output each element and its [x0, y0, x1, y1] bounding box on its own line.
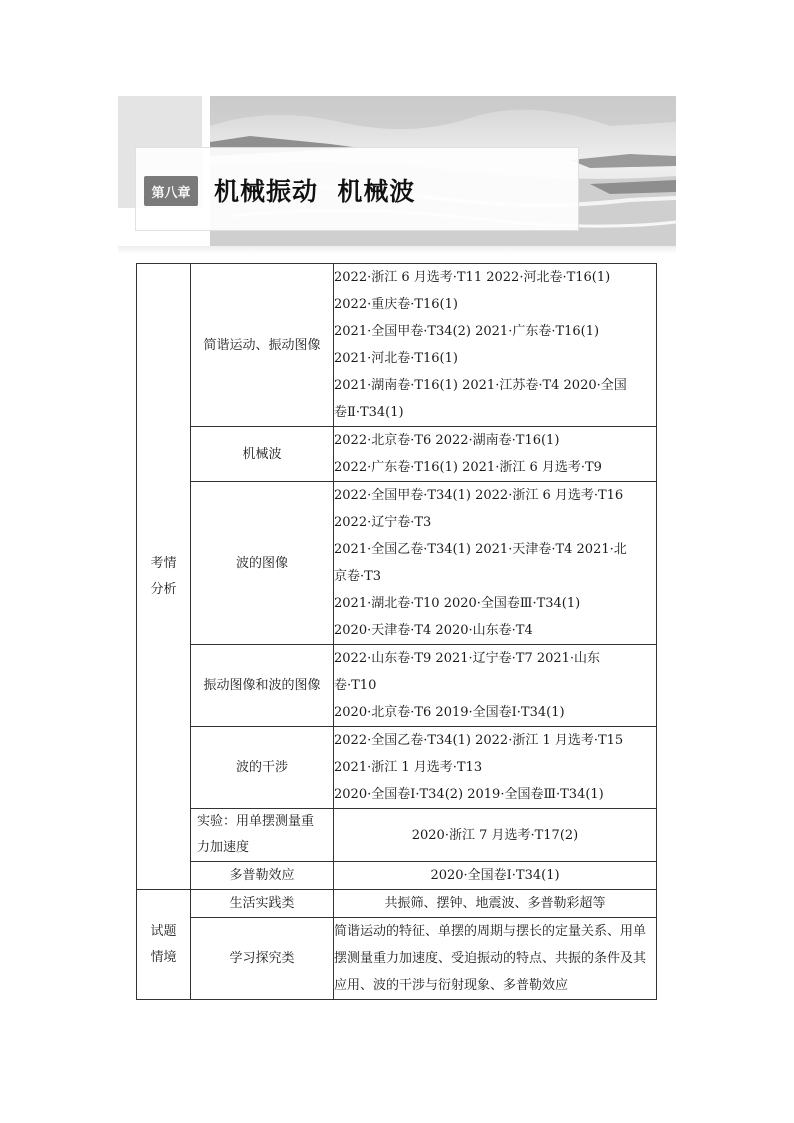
reference-line: 2020·浙江 7 月选考·T17(2)	[411, 827, 579, 843]
banner-shadow	[118, 246, 676, 254]
reference-line: 2021·浙江 1 月选考·T13	[334, 760, 483, 775]
reference-line: 2022·辽宁卷·T3	[334, 515, 432, 530]
reference-line: 2021·河北卷·T16(1)	[334, 351, 458, 366]
references-cell	[334, 427, 657, 482]
references-cell	[334, 862, 657, 890]
references-cell	[334, 727, 657, 809]
reference-line: 2022·广东卷·T16(1) 2021·浙江 6 月选考·T9	[334, 460, 602, 475]
topic-cell: 波的图像	[191, 482, 334, 645]
reference-line: 2021·全国甲卷·T34(2) 2021·广东卷·T16(1)	[334, 324, 600, 339]
references-cell	[334, 809, 657, 862]
table-row	[137, 727, 657, 809]
reference-line: 2020·全国卷Ⅰ·T34(1)	[430, 868, 560, 883]
reference-line: 2022·全国甲卷·T34(1) 2022·浙江 6 月选考·T16	[334, 488, 624, 503]
table-row	[137, 809, 657, 862]
topic-cell: 多普勒效应	[191, 862, 334, 890]
exam-analysis-table	[136, 263, 657, 1000]
reference-line: 2022·浙江 6 月选考·T11 2022·河北卷·T16(1)	[334, 270, 611, 285]
chapter-badge: 第八章	[144, 176, 198, 206]
references-cell	[334, 645, 657, 727]
reference-line: 2022·全国乙卷·T34(1) 2022·浙江 1 月选考·T15	[334, 733, 624, 748]
references-cell	[334, 482, 657, 645]
topic-cell: 机械波	[191, 427, 334, 482]
table-row	[137, 918, 657, 1000]
table-row	[137, 264, 657, 427]
topic-line: 力加速度	[197, 840, 250, 855]
context-content-cell: 共振筛、摆钟、地震波、多普勒彩超等	[334, 890, 657, 918]
table-row	[137, 890, 657, 918]
reference-line: 卷Ⅱ·T34(1)	[334, 405, 404, 420]
reference-line: 2022·北京卷·T6 2022·湖南卷·T16(1)	[334, 433, 560, 448]
topic-cell: 学习探究类	[191, 918, 334, 1000]
table-row	[137, 482, 657, 645]
category-label: 考情	[150, 555, 177, 571]
topic-cell: 简谐运动、振动图像	[191, 264, 334, 427]
reference-line: 2021·全国乙卷·T34(1) 2021·天津卷·T4 2021·北	[334, 542, 627, 557]
table-row	[137, 427, 657, 482]
reference-line: 京卷·T3	[334, 569, 382, 584]
table-row	[137, 645, 657, 727]
context-content-cell	[334, 918, 657, 1000]
topic-cell	[191, 809, 334, 862]
reference-line: 卷·T10	[334, 678, 377, 693]
topic-line: 实验：用单摆测量重	[197, 814, 315, 829]
category-exam-analysis	[137, 264, 191, 890]
category-test-context	[137, 890, 191, 1000]
topic-cell: 生活实践类	[191, 890, 334, 918]
chapter-title: 机械振动 机械波	[214, 177, 416, 206]
reference-line: 2021·湖南卷·T16(1) 2021·江苏卷·T4 2020·全国	[334, 378, 627, 393]
category-label: 情境	[150, 949, 177, 965]
topic-cell: 波的干涉	[191, 727, 334, 809]
reference-line: 2022·重庆卷·T16(1)	[334, 297, 458, 312]
category-label: 分析	[150, 581, 177, 597]
context-content-text: 简谐运动的特征、单摆的周期与摆长的定量关系、用单摆测量重力加速度、受迫振动的特点、共振的条件及其应用、波的干涉与衍射现象、多普勒效应	[334, 924, 647, 993]
category-label: 试题	[150, 923, 177, 939]
reference-line: 2021·湖北卷·T10 2020·全国卷Ⅲ·T34(1)	[334, 596, 581, 611]
reference-line: 2022·山东卷·T9 2021·辽宁卷·T7 2021·山东	[334, 651, 601, 666]
table-row	[137, 862, 657, 890]
reference-line: 2020·北京卷·T6 2019·全国卷Ⅰ·T34(1)	[334, 705, 565, 720]
reference-line: 2020·天津卷·T4 2020·山东卷·T4	[334, 623, 533, 638]
references-cell	[334, 264, 657, 427]
reference-line: 2020·全国卷Ⅰ·T34(2) 2019·全国卷Ⅲ·T34(1)	[334, 787, 604, 802]
topic-cell: 振动图像和波的图像	[191, 645, 334, 727]
